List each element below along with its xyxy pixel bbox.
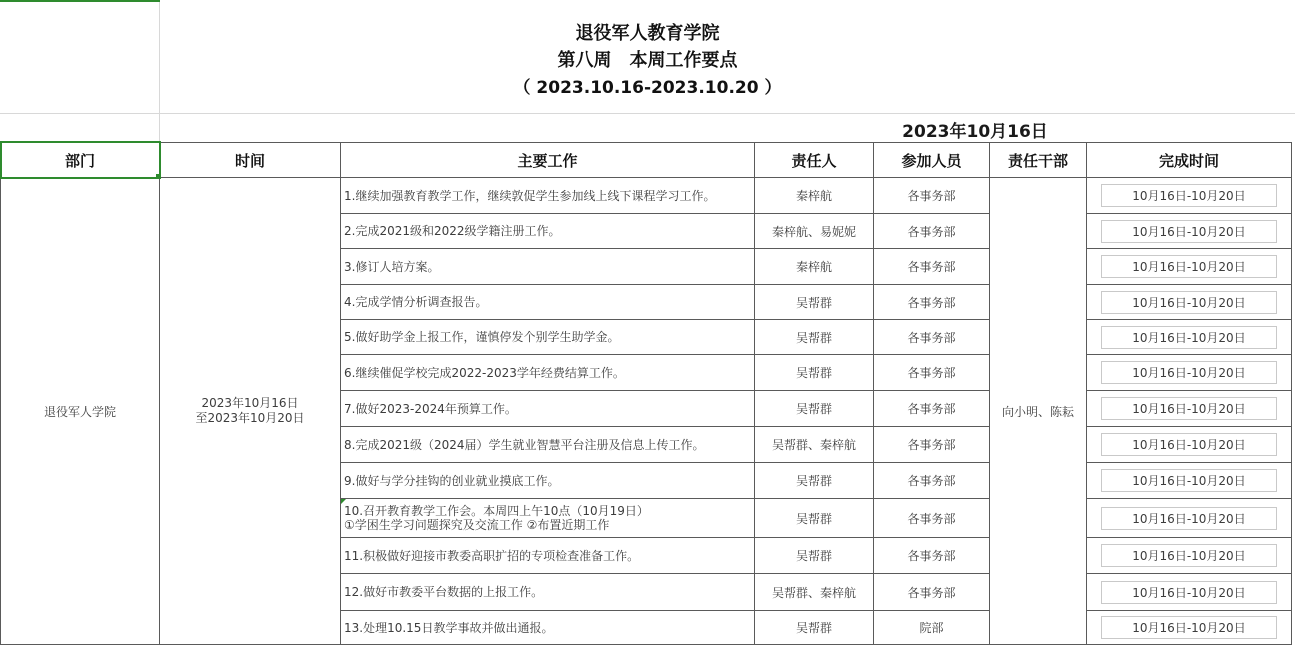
participants-cell[interactable]: 各事务部 bbox=[874, 538, 990, 574]
done-value: 10月16日-10月20日 bbox=[1101, 544, 1277, 567]
participants-cell[interactable]: 各事务部 bbox=[874, 427, 990, 463]
done-value: 10月16日-10月20日 bbox=[1101, 255, 1277, 278]
done-value: 10月16日-10月20日 bbox=[1101, 433, 1277, 456]
header-done[interactable]: 完成时间 bbox=[1087, 143, 1292, 178]
done-value: 10月16日-10月20日 bbox=[1101, 326, 1277, 349]
header-cadre[interactable]: 责任干部 bbox=[990, 143, 1087, 178]
work-cell[interactable]: 13.处理10.15日教学事故并做出通报。 bbox=[341, 611, 755, 645]
work-cell[interactable]: 5.做好助学金上报工作，谨慎停发个别学生助学金。 bbox=[341, 320, 755, 355]
work-cell[interactable]: 2.完成2021级和2022级学籍注册工作。 bbox=[341, 214, 755, 249]
owner-cell[interactable]: 秦梓航 bbox=[755, 178, 874, 214]
fill-handle[interactable] bbox=[156, 174, 161, 179]
owner-cell[interactable]: 吴帮群 bbox=[755, 355, 874, 391]
comment-indicator-icon bbox=[341, 499, 346, 504]
table-row bbox=[1, 178, 1292, 214]
work-cell[interactable]: 4.完成学情分析调查报告。 bbox=[341, 285, 755, 320]
participants-cell[interactable]: 各事务部 bbox=[874, 285, 990, 320]
done-cell[interactable] bbox=[1087, 499, 1292, 538]
work-cell[interactable]: 3.修订人培方案。 bbox=[341, 249, 755, 285]
work-line-1: 10.召开教育教学工作会。本周四上午10点（10月19日） bbox=[344, 504, 649, 518]
done-value: 10月16日-10月20日 bbox=[1101, 220, 1277, 243]
owner-cell[interactable]: 秦梓航 bbox=[755, 249, 874, 285]
title-line-2: 第八周 本周工作要点 bbox=[557, 50, 738, 71]
owner-cell[interactable]: 吴帮群 bbox=[755, 538, 874, 574]
done-cell[interactable] bbox=[1087, 427, 1292, 463]
owner-cell[interactable]: 吴帮群 bbox=[755, 320, 874, 355]
date-label[interactable]: 2023年10月16日 bbox=[902, 122, 1048, 142]
dept-cell[interactable]: 退役军人学院 bbox=[1, 178, 160, 645]
header-work[interactable]: 主要工作 bbox=[341, 143, 755, 178]
owner-cell[interactable]: 吴帮群 bbox=[755, 285, 874, 320]
work-cell[interactable]: 7.做好2023-2024年预算工作。 bbox=[341, 391, 755, 427]
header-participants[interactable]: 参加人员 bbox=[874, 143, 990, 178]
participants-cell[interactable]: 各事务部 bbox=[874, 463, 990, 499]
title-line-1: 退役军人教育学院 bbox=[575, 23, 720, 44]
work-cell[interactable]: 8.完成2021级（2024届）学生就业智慧平台注册及信息上传工作。 bbox=[341, 427, 755, 463]
done-value: 10月16日-10月20日 bbox=[1101, 507, 1277, 530]
header-time[interactable]: 时间 bbox=[160, 143, 341, 178]
done-value: 10月16日-10月20日 bbox=[1101, 397, 1277, 420]
done-value: 10月16日-10月20日 bbox=[1101, 616, 1277, 639]
owner-cell[interactable]: 吴帮群、秦梓航 bbox=[755, 574, 874, 611]
header-owner[interactable]: 责任人 bbox=[755, 143, 874, 178]
done-cell[interactable] bbox=[1087, 611, 1292, 645]
done-cell[interactable] bbox=[1087, 214, 1292, 249]
done-value: 10月16日-10月20日 bbox=[1101, 581, 1277, 604]
participants-cell[interactable]: 各事务部 bbox=[874, 320, 990, 355]
header-row bbox=[1, 143, 1292, 178]
work-cell[interactable]: 6.继续催促学校完成2022-2023学年经费结算工作。 bbox=[341, 355, 755, 391]
participants-cell[interactable]: 各事务部 bbox=[874, 178, 990, 214]
work-cell[interactable]: 11.积极做好迎接市教委高职扩招的专项检查准备工作。 bbox=[341, 538, 755, 574]
done-cell[interactable] bbox=[1087, 285, 1292, 320]
title-block bbox=[0, 0, 1295, 113]
done-value: 10月16日-10月20日 bbox=[1101, 361, 1277, 384]
participants-cell[interactable]: 各事务部 bbox=[874, 249, 990, 285]
done-cell[interactable] bbox=[1087, 320, 1292, 355]
work-cell[interactable]: 9.做好与学分挂钩的创业就业摸底工作。 bbox=[341, 463, 755, 499]
participants-cell[interactable]: 各事务部 bbox=[874, 355, 990, 391]
participants-cell[interactable]: 各事务部 bbox=[874, 214, 990, 249]
done-value: 10月16日-10月20日 bbox=[1101, 469, 1277, 492]
participants-cell[interactable]: 各事务部 bbox=[874, 574, 990, 611]
grid-line bbox=[0, 113, 1295, 114]
done-value: 10月16日-10月20日 bbox=[1101, 184, 1277, 207]
done-cell[interactable] bbox=[1087, 391, 1292, 427]
owner-cell[interactable]: 吴帮群 bbox=[755, 611, 874, 645]
time-start: 2023年10月16日 bbox=[201, 396, 299, 410]
work-line-2: ①学困生学习问题探究及交流工作 ②布置近期工作 bbox=[344, 518, 610, 532]
done-cell[interactable] bbox=[1087, 355, 1292, 391]
participants-cell[interactable]: 各事务部 bbox=[874, 391, 990, 427]
work-cell[interactable]: 1.继续加强教育教学工作，继续敦促学生参加线上线下课程学习工作。 bbox=[341, 178, 755, 214]
work-cell[interactable] bbox=[341, 499, 755, 538]
work-cell[interactable]: 12.做好市教委平台数据的上报工作。 bbox=[341, 574, 755, 611]
participants-cell[interactable]: 各事务部 bbox=[874, 499, 990, 538]
header-dept[interactable]: 部门 bbox=[1, 143, 160, 178]
owner-cell[interactable]: 吴帮群 bbox=[755, 391, 874, 427]
selected-cell-outline bbox=[0, 141, 161, 179]
time-cell[interactable] bbox=[160, 178, 341, 645]
done-value: 10月16日-10月20日 bbox=[1101, 291, 1277, 314]
cadre-cell[interactable]: 向小明、陈耘 bbox=[990, 178, 1087, 645]
done-cell[interactable] bbox=[1087, 538, 1292, 574]
participants-cell[interactable]: 院部 bbox=[874, 611, 990, 645]
done-cell[interactable] bbox=[1087, 463, 1292, 499]
work-table bbox=[0, 142, 1292, 645]
done-cell[interactable] bbox=[1087, 178, 1292, 214]
done-cell[interactable] bbox=[1087, 249, 1292, 285]
owner-cell[interactable]: 吴帮群、秦梓航 bbox=[755, 427, 874, 463]
title-line-3: （ 2023.10.16-2023.10.20 ） bbox=[513, 78, 782, 98]
time-end: 至2023年10月20日 bbox=[195, 411, 305, 425]
owner-cell[interactable]: 吴帮群 bbox=[755, 463, 874, 499]
owner-cell[interactable]: 吴帮群 bbox=[755, 499, 874, 538]
done-cell[interactable] bbox=[1087, 574, 1292, 611]
owner-cell[interactable]: 秦梓航、易妮妮 bbox=[755, 214, 874, 249]
